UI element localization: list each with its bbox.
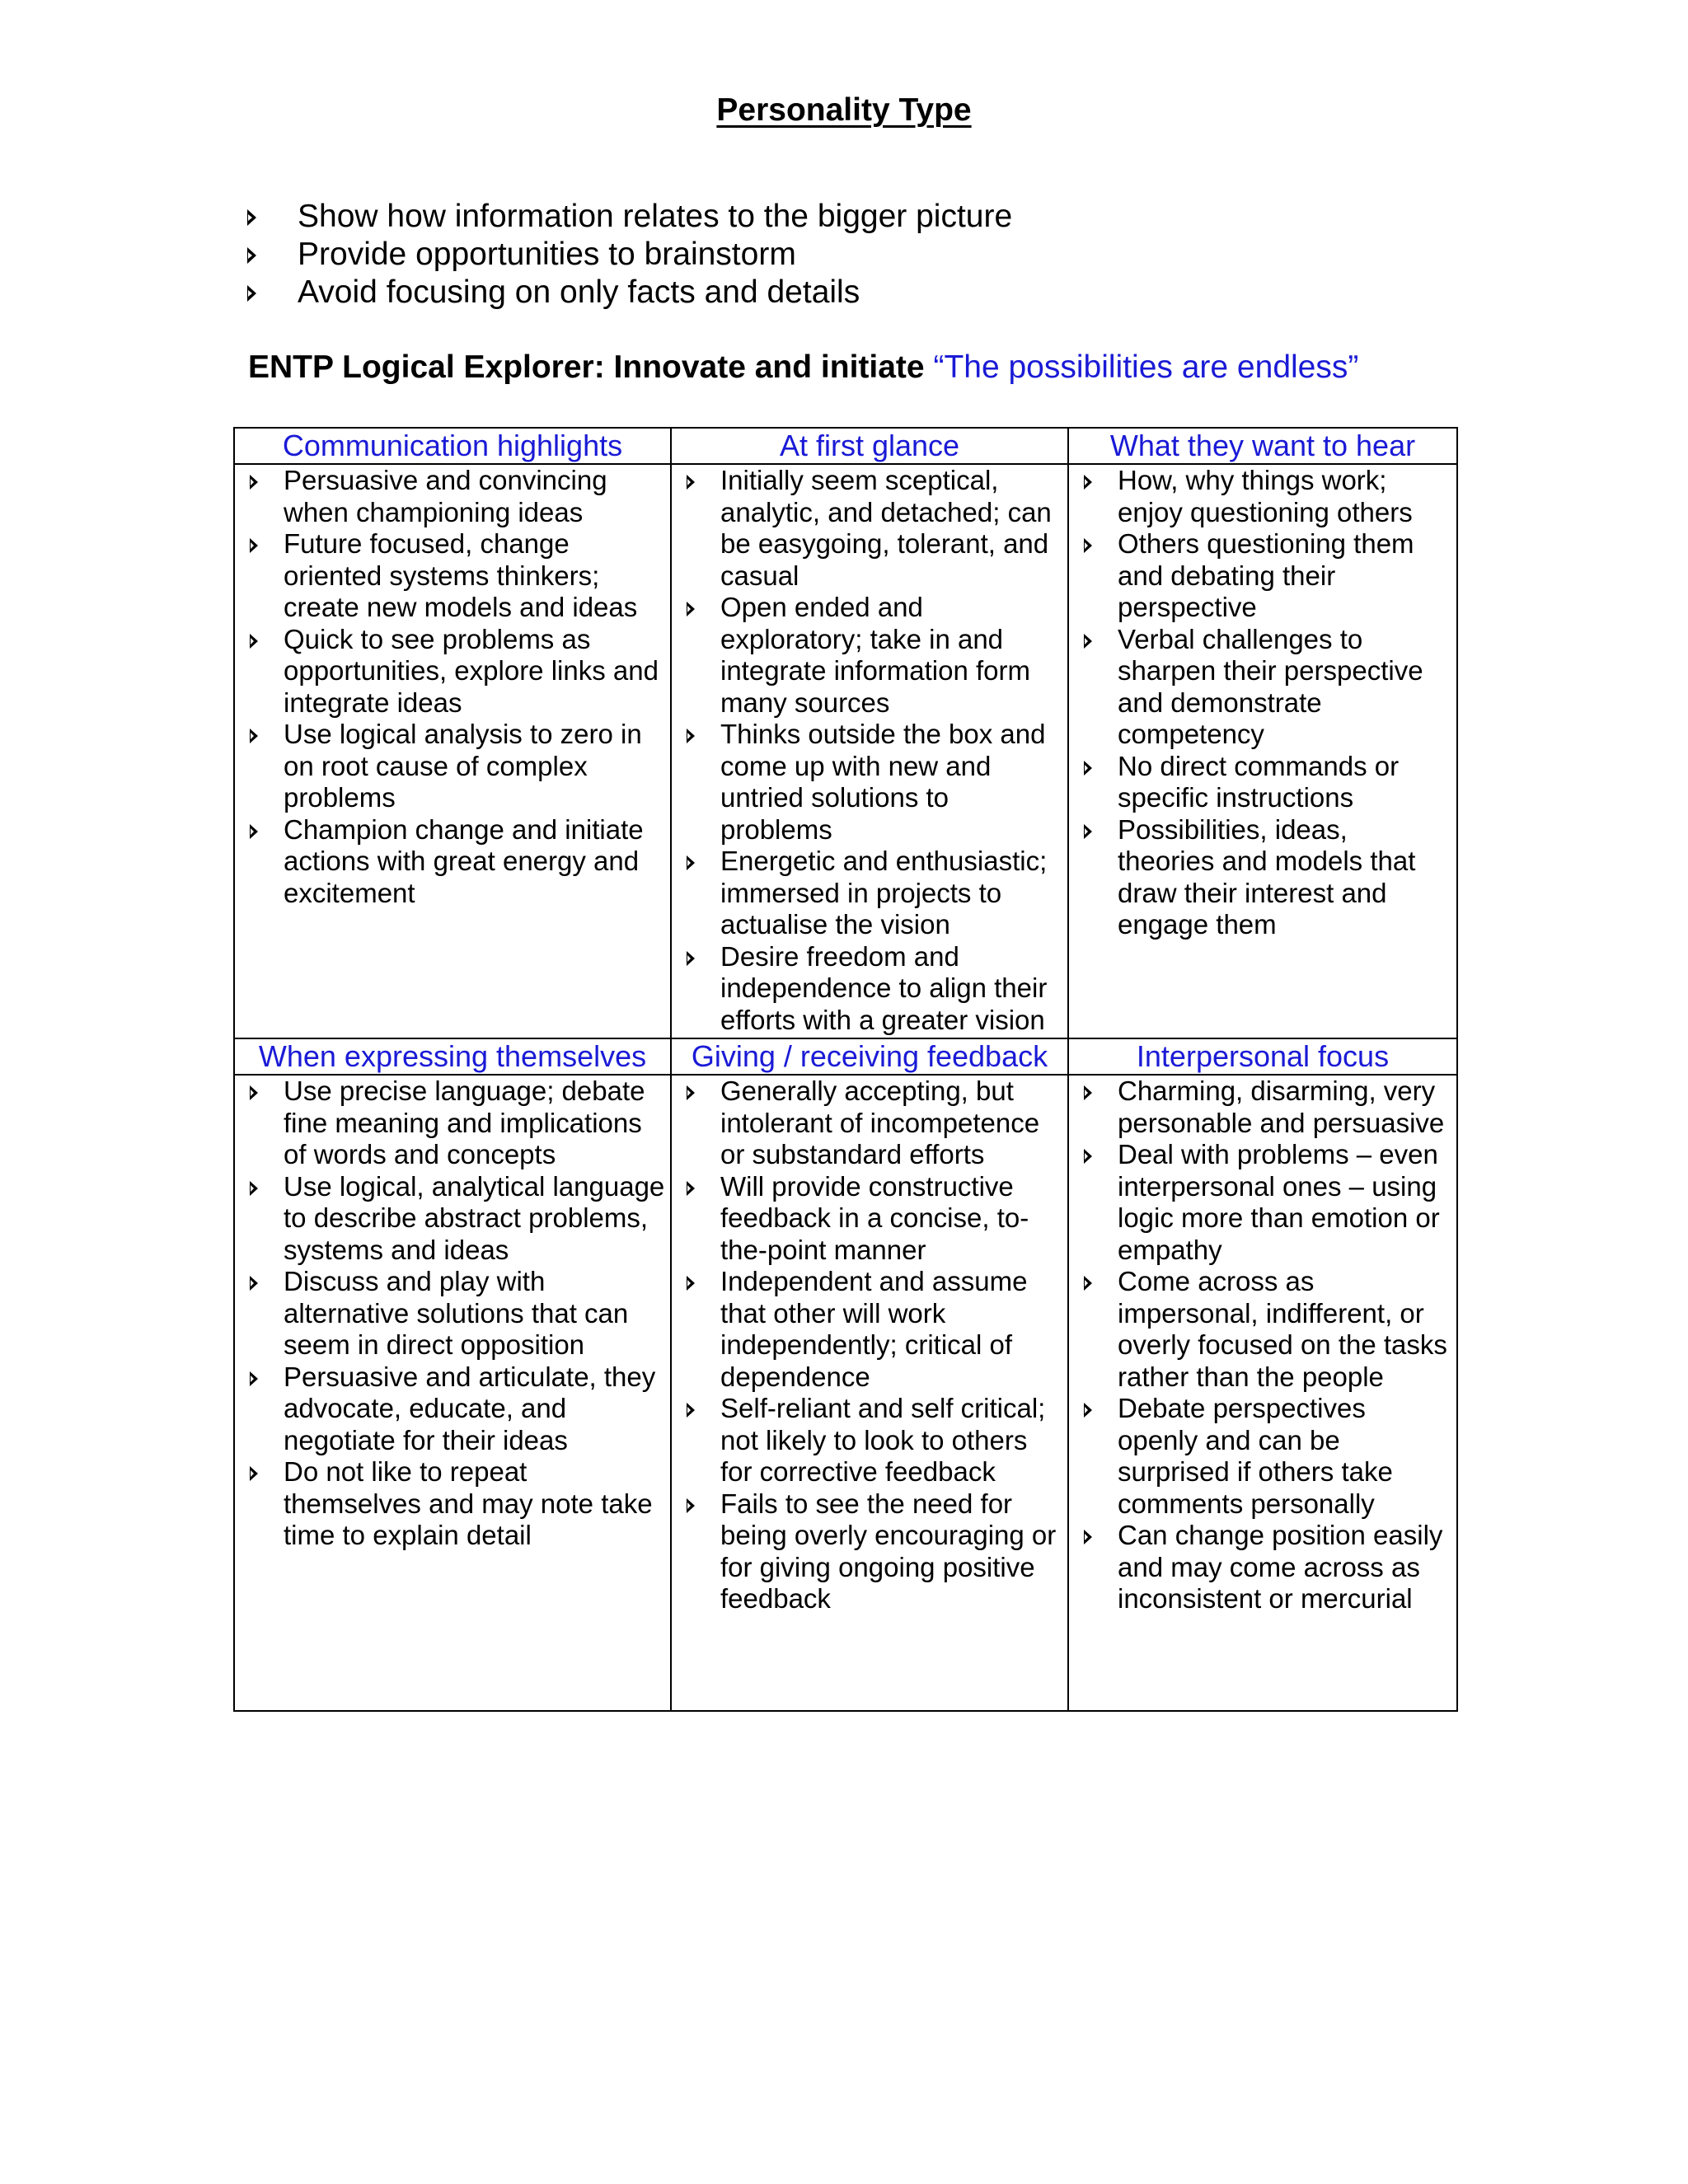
list-item-text: Verbal challenges to sharpen their perspective and demonstrate competency: [1118, 623, 1423, 749]
bullet-arrow-icon: [1084, 824, 1092, 839]
bullet-arrow-icon: [1084, 634, 1092, 649]
bullet-arrow-icon: [687, 475, 695, 490]
column-header: At first glance: [671, 428, 1068, 464]
cell-list: [235, 465, 670, 909]
list-item: [672, 592, 1067, 719]
cell-list: [672, 465, 1067, 1036]
list-item-text: Deal with problems – even interpersonal ones – using logic more than emotion or empathy: [1118, 1139, 1440, 1265]
bullet-arrow-icon: [1084, 475, 1092, 490]
list-item: [1069, 528, 1456, 624]
table-cell-at-first-glance: [671, 464, 1068, 1038]
intro-bullet: [247, 198, 1012, 236]
list-item: [1069, 465, 1456, 528]
list-item-text: Debate perspectives openly and can be surprised if others take comments personally: [1118, 1393, 1393, 1519]
list-item-text: Initially seem sceptical, analytic, and detached; can be easygoing, tolerant, and casual: [720, 465, 1052, 591]
list-item: [235, 1076, 670, 1171]
table-row: [234, 464, 1457, 1038]
list-item: [1069, 1139, 1456, 1266]
column-header: When expressing themselves: [234, 1038, 671, 1075]
list-item: [672, 465, 1067, 592]
list-item: [1069, 1393, 1456, 1520]
bullet-arrow-icon: [687, 1181, 695, 1196]
bullet-arrow-icon: [687, 729, 695, 743]
list-item-text: Open ended and exploratory; take in and integrate information form many sources: [720, 592, 1031, 718]
list-item: [235, 624, 670, 719]
list-item-text: Energetic and enthusiastic; immersed in projects to actualise the vision: [720, 846, 1048, 940]
bullet-arrow-icon: [687, 1498, 695, 1513]
table-cell-when-expressing-themselves: [234, 1075, 671, 1711]
cell-list: [1069, 1076, 1456, 1615]
bullet-arrow-icon: [1084, 1149, 1092, 1164]
list-item-text: Discuss and play with alternative solutions that can seem in direct opposition: [284, 1266, 629, 1360]
list-item: [235, 1266, 670, 1361]
bullet-arrow-icon: [250, 824, 258, 839]
list-item: [1069, 751, 1456, 814]
list-item-text: Generally accepting, but intolerant of incompetence or substandard efforts: [720, 1076, 1040, 1169]
list-item-text: Persuasive and convincing when championing ideas: [284, 465, 607, 527]
table-cell-interpersonal-focus: [1068, 1075, 1457, 1711]
list-item: [235, 528, 670, 624]
bullet-arrow-icon: [250, 1276, 258, 1291]
list-item-text: Independent and assume that other will work independently; critical of dependence: [720, 1266, 1028, 1392]
list-item-text: Charming, disarming, very personable and persuasive: [1118, 1076, 1445, 1138]
bullet-arrow-icon: [687, 1276, 695, 1291]
list-item: [1069, 1076, 1456, 1139]
intro-bullet-text: Show how information relates to the bigger picture: [298, 199, 1013, 234]
page-title: Personality Type: [716, 92, 972, 128]
bullet-arrow-icon: [250, 729, 258, 743]
bullet-arrow-icon: [687, 602, 695, 616]
list-item: [1069, 1266, 1456, 1393]
list-item-text: How, why things work; enjoy questioning others: [1118, 465, 1413, 527]
intro-bullet: [247, 274, 1012, 312]
column-header: Interpersonal focus: [1068, 1038, 1457, 1075]
personality-table: [233, 427, 1458, 1712]
list-item: [1069, 1520, 1456, 1615]
type-name: ENTP Logical Explorer: Innovate and initiate: [248, 349, 925, 385]
column-header: Communication highlights: [234, 428, 671, 464]
list-item: [672, 1393, 1067, 1488]
bullet-arrow-icon: [687, 1403, 695, 1418]
type-quote: “The possibilities are endless”: [933, 349, 1359, 385]
list-item-text: Champion change and initiate actions with great energy and excitement: [284, 813, 644, 908]
table-cell-giving-receiving-feedback: [671, 1075, 1068, 1711]
list-item-text: Fails to see the need for being overly encouraging or for giving ongoing positive feedback: [720, 1488, 1057, 1614]
list-item: [672, 846, 1067, 941]
bullet-arrow-icon: [247, 285, 256, 302]
list-item-text: Do not like to repeat themselves and may note take time to explain detail: [284, 1456, 653, 1550]
list-item: [672, 1266, 1067, 1393]
table-cell-communication-highlights: [234, 464, 671, 1038]
column-header: Giving / receiving feedback: [671, 1038, 1068, 1075]
list-item: [672, 1076, 1067, 1171]
bullet-arrow-icon: [1084, 761, 1092, 776]
bullet-arrow-icon: [247, 247, 256, 264]
list-item-text: Others questioning them and debating their perspective: [1118, 528, 1414, 622]
list-item: [672, 1488, 1067, 1615]
bullet-arrow-icon: [687, 951, 695, 966]
list-item-text: Possibilities, ideas, theories and models that draw their interest and engage them: [1118, 813, 1416, 940]
cell-list: [672, 1076, 1067, 1615]
list-item-text: Future focused, change oriented systems thinkers; create new models and ideas: [284, 528, 638, 622]
column-header: What they want to hear: [1068, 428, 1457, 464]
bullet-arrow-icon: [250, 1085, 258, 1100]
cell-list: [1069, 465, 1456, 941]
table-cell-what-they-want-to-hear: [1068, 464, 1457, 1038]
list-item: [672, 719, 1067, 846]
list-item: [235, 814, 670, 910]
bullet-arrow-icon: [250, 1371, 258, 1386]
list-item-text: Can change position easily and may come across as inconsistent or mercurial: [1118, 1520, 1443, 1614]
bullet-arrow-icon: [1084, 1403, 1092, 1418]
list-item-text: Will provide constructive feedback in a concise, to-the-point manner: [720, 1170, 1029, 1265]
bullet-arrow-icon: [250, 1181, 258, 1196]
bullet-arrow-icon: [1084, 1530, 1092, 1544]
list-item-text: Use logical, analytical language to describe abstract problems, systems and ideas: [284, 1170, 665, 1265]
bullet-arrow-icon: [1084, 1085, 1092, 1100]
list-item-text: Use precise language; debate fine meaning and implications of words and concepts: [284, 1076, 645, 1169]
list-item: [672, 1171, 1067, 1267]
list-item: [235, 719, 670, 814]
list-item: [235, 1456, 670, 1552]
bullet-arrow-icon: [250, 1466, 258, 1481]
intro-bullet-list: [247, 198, 1012, 312]
bullet-arrow-icon: [250, 634, 258, 649]
bullet-arrow-icon: [687, 1085, 695, 1100]
type-heading: [248, 349, 1358, 386]
bullet-arrow-icon: [250, 475, 258, 490]
table-row: [234, 1075, 1457, 1711]
cell-list: [235, 1076, 670, 1552]
table-header-row: [234, 1038, 1457, 1075]
intro-bullet-text: Avoid focusing on only facts and details: [298, 274, 860, 310]
bullet-arrow-icon: [1084, 538, 1092, 553]
list-item-text: Self-reliant and self critical; not likely to look to others for corrective feedback: [720, 1393, 1046, 1487]
table-header-row: [234, 428, 1457, 464]
intro-bullet-text: Provide opportunities to brainstorm: [298, 237, 796, 272]
list-item: [1069, 814, 1456, 941]
list-item-text: Quick to see problems as opportunities, explore links and integrate ideas: [284, 623, 659, 718]
list-item-text: Come across as impersonal, indifferent, or overly focused on the tasks rather than the people: [1118, 1266, 1447, 1392]
list-item: [672, 941, 1067, 1037]
list-item: [235, 1171, 670, 1267]
list-item-text: No direct commands or specific instructions: [1118, 750, 1400, 813]
list-item-text: Use logical analysis to zero in on root cause of complex problems: [284, 719, 642, 813]
list-item-text: Persuasive and articulate, they advocate, educate, and negotiate for their ideas: [284, 1361, 656, 1455]
bullet-arrow-icon: [687, 855, 695, 870]
list-item: [235, 465, 670, 528]
bullet-arrow-icon: [247, 209, 256, 226]
list-item: [235, 1361, 670, 1457]
list-item-text: Thinks outside the box and come up with new and untried solutions to problems: [720, 719, 1046, 845]
list-item-text: Desire freedom and independence to align their efforts with a greater vision: [720, 940, 1048, 1035]
bullet-arrow-icon: [250, 538, 258, 553]
list-item: [1069, 624, 1456, 751]
bullet-arrow-icon: [1084, 1276, 1092, 1291]
intro-bullet: [247, 236, 1012, 274]
